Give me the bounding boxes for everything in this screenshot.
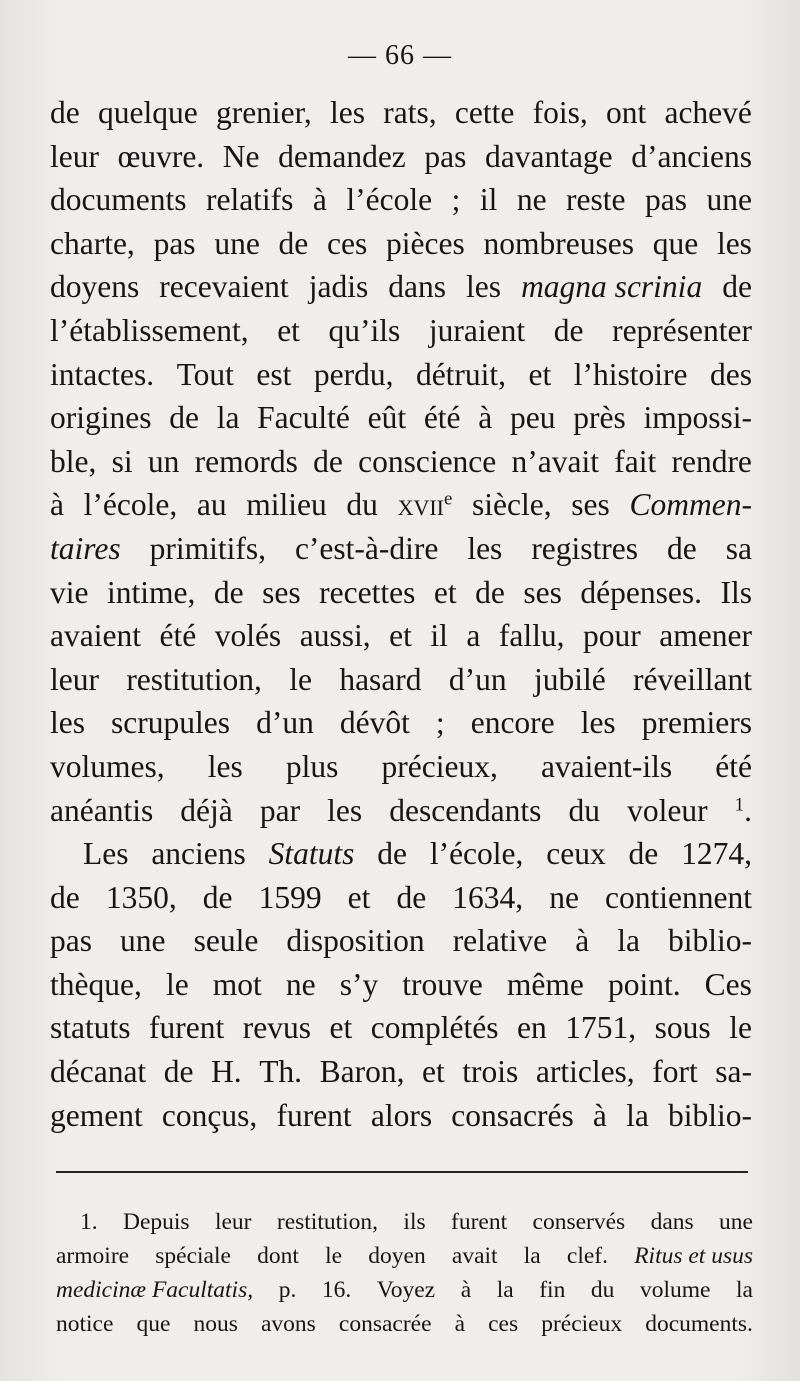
footnote-line: armoire spéciale dont le doyen avait la clef. Ritus et usus bbox=[56, 1243, 753, 1269]
body-line: statuts furent revus et complétés en 1751, sous le bbox=[50, 1010, 752, 1046]
footnote-line: notice que nous avons consacrée à ces précieux documents. bbox=[56, 1311, 753, 1337]
body-line: de 1350, de 1599 et de 1634, ne contiennent bbox=[50, 879, 752, 915]
body-line: documents relatifs à l’école ; il ne reste pas une bbox=[50, 182, 752, 218]
body-line: avaient été volés aussi, et il a fallu, pour amener bbox=[50, 618, 752, 654]
body-line: pas une seule disposition relative à la biblio- bbox=[50, 923, 752, 959]
body-line: anéantis déjà par les descendants du voleur $^1$. bbox=[50, 792, 752, 828]
body-line: Les anciens Statuts de l’école, ceux de 1274, bbox=[83, 836, 752, 872]
body-line: les scrupules d’un dévôt ; encore les premiers bbox=[50, 705, 752, 741]
body-line: ble, si un remords de conscience n’avait fait rendre bbox=[50, 443, 752, 479]
footnote bbox=[56, 1205, 753, 1341]
body-line: décanat de H. Th. Baron, et trois articles, fort sa- bbox=[50, 1054, 752, 1090]
body-line: à l’école, au milieu du xvii$^e$ siècle, ses Commen- bbox=[50, 487, 752, 523]
body-line: l’établissement, et qu’ils juraient de représenter bbox=[50, 312, 752, 348]
body-text bbox=[50, 91, 752, 1137]
body-line: volumes, les plus précieux, avaient-ils été bbox=[50, 748, 752, 784]
footnote-line: medicinæ Facultatis, p. 16. Voyez à la fin du volume la bbox=[56, 1277, 753, 1303]
body-line: gement conçus, furent alors consacrés à la biblio- bbox=[50, 1097, 752, 1133]
body-line: charte, pas une de ces pièces nombreuses que les bbox=[50, 225, 752, 261]
body-line: de quelque grenier, les rats, cette fois, ont achevé bbox=[50, 95, 752, 130]
body-line: taires primitifs, c’est-à-dire les registres de sa bbox=[50, 530, 752, 566]
page-number: — 66 — bbox=[348, 40, 452, 71]
footnote-line: 1. Depuis leur restitution, ils furent conservés dans une bbox=[80, 1209, 753, 1235]
body-line: thèque, le mot ne s’y trouve même point. Ces bbox=[50, 966, 752, 1002]
body-line: vie intime, de ses recettes et de ses dépenses. Ils bbox=[50, 574, 752, 610]
body-line: leur œuvre. Ne demandez pas davantage d’anciens bbox=[50, 138, 752, 174]
body-line: origines de la Faculté eût été à peu près impossi- bbox=[50, 400, 752, 436]
body-line: doyens recevaient jadis dans les magna scrinia de bbox=[50, 269, 752, 305]
footnote-separator bbox=[56, 1171, 748, 1173]
body-line: intactes. Tout est perdu, détruit, et l’histoire des bbox=[50, 356, 752, 392]
body-line: leur restitution, le hasard d’un jubilé réveillant bbox=[50, 661, 752, 697]
